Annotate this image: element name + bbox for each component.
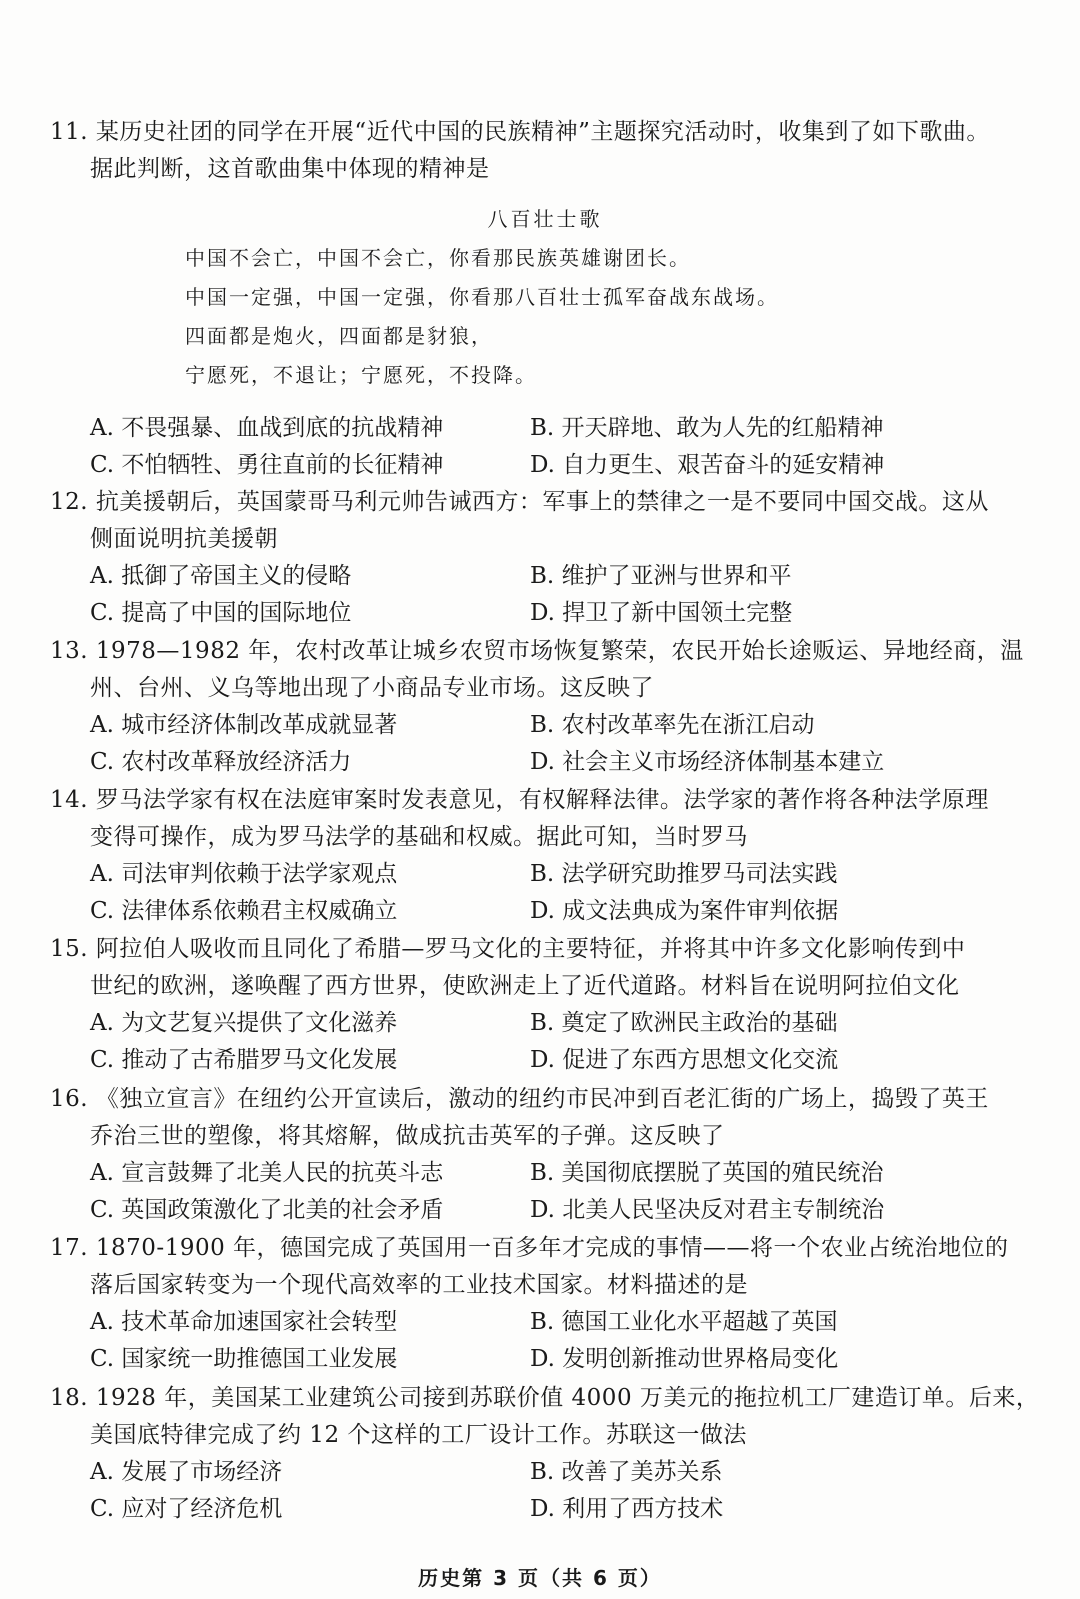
option-b[interactable]: B. 奠定了欧洲民主政治的基础 — [530, 1010, 838, 1036]
answer-options — [90, 410, 1030, 484]
stem-line: 17. 1870-1900 年，德国完成了英国用一百多年才完成的事情——将一个农业占统治地位的 — [50, 1235, 1009, 1261]
question-17 — [50, 1230, 1030, 1378]
option-c[interactable]: C. 不怕牺牲、勇往直前的长征精神 — [90, 452, 444, 478]
stem-line: 12. 抗美援朝后，英国蒙哥马利元帅告诫西方：军事上的禁律之一是不要同中国交战。这从 — [50, 489, 989, 515]
stem-line: 世纪的欧洲，遂唤醒了西方世界，使欧洲走上了近代道路。材料旨在说明阿拉伯文化 — [90, 973, 960, 999]
option-a[interactable]: A. 抵御了帝国主义的侵略 — [90, 563, 352, 589]
answer-options — [90, 558, 1030, 632]
option-d[interactable]: D. 发明创新推动世界格局变化 — [530, 1346, 839, 1372]
stem-line: 18. 1928 年，美国某工业建筑公司接到苏联价值 4000 万美元的拖拉机工厂建造订单。后来， — [50, 1385, 1040, 1411]
question-stem — [50, 782, 1030, 856]
option-c[interactable]: C. 应对了经济危机 — [90, 1496, 283, 1522]
question-stem — [50, 931, 1030, 1005]
option-c[interactable]: C. 推动了古希腊罗马文化发展 — [90, 1047, 398, 1073]
option-b[interactable]: B. 改善了美苏关系 — [530, 1459, 723, 1485]
option-b[interactable]: B. 开天辟地、敢为人先的红船精神 — [530, 415, 884, 441]
question-12 — [50, 484, 1030, 632]
option-a[interactable]: A. 城市经济体制改革成就显著 — [90, 712, 398, 738]
stem-line: 16. 《独立宣言》在纽约公开宣读后，激动的纽约市民冲到百老汇街的广场上，捣毁了英王 — [50, 1086, 989, 1112]
option-b[interactable]: B. 美国彻底摆脱了英国的殖民统治 — [530, 1160, 884, 1186]
song-title: 八百壮士歌 — [487, 207, 603, 231]
option-d[interactable]: D. 自力更生、艰苦奋斗的延安精神 — [530, 452, 885, 478]
option-b[interactable]: B. 维护了亚洲与世界和平 — [530, 563, 792, 589]
stem-line: 15. 阿拉伯人吸收而且同化了希腊—罗马文化的主要特征，并将其中许多文化影响传到中 — [50, 936, 966, 962]
option-a[interactable]: A. 为文艺复兴提供了文化滋养 — [90, 1010, 398, 1036]
option-d[interactable]: D. 成文法典成为案件审判依据 — [530, 898, 839, 924]
question-stem — [50, 114, 1030, 188]
option-a[interactable]: A. 司法审判依赖于法学家观点 — [90, 861, 398, 887]
stem-line: 侧面说明抗美援朝 — [90, 526, 278, 552]
option-d[interactable]: D. 利用了西方技术 — [530, 1496, 724, 1522]
question-14 — [50, 782, 1030, 930]
answer-options — [90, 707, 1030, 781]
answer-options — [90, 1454, 1030, 1528]
option-b[interactable]: B. 德国工业化水平超越了英国 — [530, 1309, 838, 1335]
lyric-line: 四面都是炮火，四面都是豺狼， — [185, 324, 493, 348]
option-d[interactable]: D. 社会主义市场经济体制基本建立 — [530, 749, 885, 775]
stem-line: 乔治三世的塑像，将其熔解，做成抗击英军的子弹。这反映了 — [90, 1123, 725, 1149]
lyric-line: 中国不会亡，中国不会亡，你看那民族英雄谢团长。 — [185, 246, 691, 270]
stem-line: 变得可操作，成为罗马法学的基础和权威。据此可知，当时罗马 — [90, 824, 748, 850]
stem-line: 11. 某历史社团的同学在开展“近代中国的民族精神”主题探究活动时，收集到了如下歌曲。 — [50, 119, 990, 145]
option-a[interactable]: A. 发展了市场经济 — [90, 1459, 283, 1485]
option-c[interactable]: C. 国家统一助推德国工业发展 — [90, 1346, 398, 1372]
option-c[interactable]: C. 英国政策激化了北美的社会矛盾 — [90, 1197, 444, 1223]
stem-line: 美国底特律完成了约 12 个这样的工厂设计工作。苏联这一做法 — [90, 1422, 747, 1448]
stem-line: 14. 罗马法学家有权在法庭审案时发表意见，有权解释法律。法学家的著作将各种法学原理 — [50, 787, 989, 813]
question-stem — [50, 1230, 1030, 1304]
option-b[interactable]: B. 农村改革率先在浙江启动 — [530, 712, 815, 738]
question-11-options — [50, 410, 1030, 484]
question-18 — [50, 1380, 1040, 1528]
option-d[interactable]: D. 北美人民坚决反对君主专制统治 — [530, 1197, 885, 1223]
stem-line: 据此判断，这首歌曲集中体现的精神是 — [90, 156, 490, 182]
question-16 — [50, 1081, 1030, 1229]
question-11 — [50, 114, 1030, 188]
stem-line: 落后国家转变为一个现代高效率的工业技术国家。材料描述的是 — [90, 1272, 748, 1298]
lyric-line: 宁愿死，不退让；宁愿死，不投降。 — [185, 363, 537, 387]
option-b[interactable]: B. 法学研究助推罗马司法实践 — [530, 861, 838, 887]
question-stem — [50, 1081, 1030, 1155]
answer-options — [90, 1005, 1030, 1079]
option-a[interactable]: A. 宣言鼓舞了北美人民的抗英斗志 — [90, 1160, 444, 1186]
lyric-line: 中国一定强，中国一定强，你看那八百壮士孤军奋战东战场。 — [185, 285, 779, 309]
stem-line: 13. 1978—1982 年，农村改革让城乡农贸市场恢复繁荣，农民开始长途贩运、异地经商，温 — [50, 638, 1024, 664]
answer-options — [90, 856, 1030, 930]
question-stem — [50, 484, 1030, 558]
page-footer: 历史第 3 页（共 6 页） — [418, 1566, 662, 1590]
answer-options — [90, 1304, 1030, 1378]
answer-options — [90, 1155, 1030, 1229]
stem-line: 州、台州、义乌等地出现了小商品专业市场。这反映了 — [90, 675, 654, 701]
option-d[interactable]: D. 捍卫了新中国领土完整 — [530, 600, 793, 626]
question-15 — [50, 931, 1030, 1079]
option-d[interactable]: D. 促进了东西方思想文化交流 — [530, 1047, 839, 1073]
option-c[interactable]: C. 农村改革释放经济活力 — [90, 749, 352, 775]
song-lyrics — [185, 200, 905, 395]
option-a[interactable]: A. 技术革命加速国家社会转型 — [90, 1309, 398, 1335]
option-c[interactable]: C. 法律体系依赖君主权威确立 — [90, 898, 398, 924]
option-c[interactable]: C. 提高了中国的国际地位 — [90, 600, 352, 626]
question-stem — [50, 633, 1030, 707]
question-13 — [50, 633, 1030, 781]
option-a[interactable]: A. 不畏强暴、血战到底的抗战精神 — [90, 415, 444, 441]
question-stem — [50, 1380, 1040, 1454]
